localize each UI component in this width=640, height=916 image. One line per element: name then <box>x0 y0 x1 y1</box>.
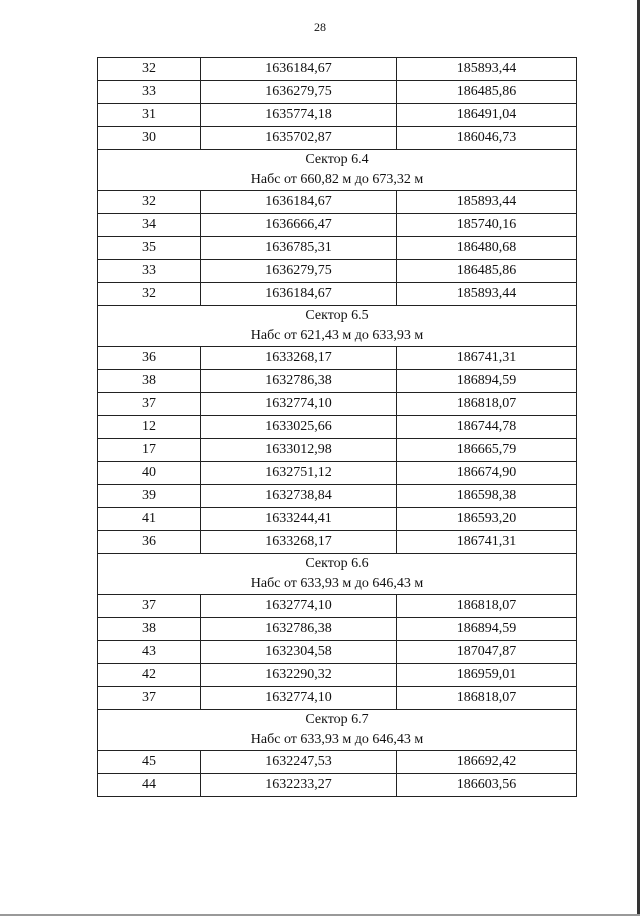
table-row <box>98 751 577 774</box>
sector-header <box>98 306 577 347</box>
sector-title: Сектор 6.4 <box>305 152 369 167</box>
y-coordinate-cell: 186692,42 <box>397 751 577 774</box>
x-coordinate-cell: 1636279,75 <box>201 260 397 283</box>
table-row <box>98 214 577 237</box>
sector-header-row <box>98 710 577 751</box>
x-coordinate-cell: 1636666,47 <box>201 214 397 237</box>
x-coordinate-cell: 1633012,98 <box>201 439 397 462</box>
point-number-cell: 38 <box>98 618 201 641</box>
point-number-cell: 32 <box>98 191 201 214</box>
x-coordinate-cell: 1633268,17 <box>201 347 397 370</box>
table-row <box>98 104 577 127</box>
y-coordinate-cell: 186741,31 <box>397 347 577 370</box>
y-coordinate-cell: 186485,86 <box>397 81 577 104</box>
point-number-cell: 32 <box>98 283 201 306</box>
point-number-cell: 45 <box>98 751 201 774</box>
table-row <box>98 595 577 618</box>
x-coordinate-cell: 1632304,58 <box>201 641 397 664</box>
y-coordinate-cell: 186598,38 <box>397 485 577 508</box>
point-number-cell: 35 <box>98 237 201 260</box>
x-coordinate-cell: 1632786,38 <box>201 370 397 393</box>
sector-title: Сектор 6.7 <box>305 712 369 727</box>
x-coordinate-cell: 1632774,10 <box>201 393 397 416</box>
y-coordinate-cell: 186959,01 <box>397 664 577 687</box>
y-coordinate-cell: 186485,86 <box>397 260 577 283</box>
table-row <box>98 462 577 485</box>
sector-elevation-range: Набс от 660,82 м до 673,32 м <box>250 172 424 187</box>
x-coordinate-cell: 1632786,38 <box>201 618 397 641</box>
y-coordinate-cell: 186744,78 <box>397 416 577 439</box>
y-coordinate-cell: 185740,16 <box>397 214 577 237</box>
point-number-cell: 42 <box>98 664 201 687</box>
x-coordinate-cell: 1633244,41 <box>201 508 397 531</box>
point-number-cell: 32 <box>98 58 201 81</box>
x-coordinate-cell: 1635702,87 <box>201 127 397 150</box>
y-coordinate-cell: 185893,44 <box>397 58 577 81</box>
point-number-cell: 30 <box>98 127 201 150</box>
point-number-cell: 31 <box>98 104 201 127</box>
point-number-cell: 36 <box>98 347 201 370</box>
y-coordinate-cell: 186741,31 <box>397 531 577 554</box>
sector-header <box>98 150 577 191</box>
y-coordinate-cell: 186665,79 <box>397 439 577 462</box>
table-row <box>98 347 577 370</box>
sector-title: Сектор 6.5 <box>305 308 369 323</box>
table-row <box>98 283 577 306</box>
point-number-cell: 43 <box>98 641 201 664</box>
x-coordinate-cell: 1636184,67 <box>201 191 397 214</box>
point-number-cell: 34 <box>98 214 201 237</box>
table-row <box>98 370 577 393</box>
point-number-cell: 37 <box>98 687 201 710</box>
table-row <box>98 416 577 439</box>
table-row <box>98 687 577 710</box>
y-coordinate-cell: 185893,44 <box>397 283 577 306</box>
sector-header-row <box>98 306 577 347</box>
point-number-cell: 37 <box>98 595 201 618</box>
x-coordinate-cell: 1632751,12 <box>201 462 397 485</box>
table-row <box>98 81 577 104</box>
point-number-cell: 33 <box>98 81 201 104</box>
x-coordinate-cell: 1632774,10 <box>201 687 397 710</box>
x-coordinate-cell: 1632774,10 <box>201 595 397 618</box>
x-coordinate-cell: 1633268,17 <box>201 531 397 554</box>
table-row <box>98 774 577 797</box>
table-row <box>98 641 577 664</box>
sector-elevation-range: Набс от 621,43 м до 633,93 м <box>250 328 424 343</box>
point-number-cell: 44 <box>98 774 201 797</box>
table-row <box>98 393 577 416</box>
x-coordinate-cell: 1635774,18 <box>201 104 397 127</box>
sector-title: Сектор 6.6 <box>305 556 369 571</box>
x-coordinate-cell: 1632247,53 <box>201 751 397 774</box>
x-coordinate-cell: 1636184,67 <box>201 58 397 81</box>
y-coordinate-cell: 186818,07 <box>397 393 577 416</box>
y-coordinate-cell: 187047,87 <box>397 641 577 664</box>
coordinates-table <box>97 57 577 797</box>
y-coordinate-cell: 186046,73 <box>397 127 577 150</box>
point-number-cell: 39 <box>98 485 201 508</box>
x-coordinate-cell: 1632738,84 <box>201 485 397 508</box>
sector-header <box>98 554 577 595</box>
x-coordinate-cell: 1632233,27 <box>201 774 397 797</box>
table-row <box>98 485 577 508</box>
table-row <box>98 127 577 150</box>
table-row <box>98 508 577 531</box>
sector-header-row <box>98 554 577 595</box>
table-row <box>98 237 577 260</box>
y-coordinate-cell: 186603,56 <box>397 774 577 797</box>
table-row <box>98 664 577 687</box>
table-row <box>98 58 577 81</box>
point-number-cell: 33 <box>98 260 201 283</box>
table-row <box>98 531 577 554</box>
y-coordinate-cell: 186491,04 <box>397 104 577 127</box>
sector-header <box>98 710 577 751</box>
point-number-cell: 41 <box>98 508 201 531</box>
sector-elevation-range: Набс от 633,93 м до 646,43 м <box>250 576 424 591</box>
point-number-cell: 36 <box>98 531 201 554</box>
y-coordinate-cell: 185893,44 <box>397 191 577 214</box>
y-coordinate-cell: 186593,20 <box>397 508 577 531</box>
point-number-cell: 17 <box>98 439 201 462</box>
x-coordinate-cell: 1636279,75 <box>201 81 397 104</box>
y-coordinate-cell: 186480,68 <box>397 237 577 260</box>
table-row <box>98 618 577 641</box>
y-coordinate-cell: 186674,90 <box>397 462 577 485</box>
sector-header-row <box>98 150 577 191</box>
x-coordinate-cell: 1632290,32 <box>201 664 397 687</box>
point-number-cell: 38 <box>98 370 201 393</box>
y-coordinate-cell: 186818,07 <box>397 687 577 710</box>
table-row <box>98 191 577 214</box>
x-coordinate-cell: 1636785,31 <box>201 237 397 260</box>
y-coordinate-cell: 186894,59 <box>397 370 577 393</box>
y-coordinate-cell: 186894,59 <box>397 618 577 641</box>
point-number-cell: 37 <box>98 393 201 416</box>
y-coordinate-cell: 186818,07 <box>397 595 577 618</box>
point-number-cell: 12 <box>98 416 201 439</box>
coordinates-table-body <box>98 58 577 797</box>
table-row <box>98 260 577 283</box>
x-coordinate-cell: 1636184,67 <box>201 283 397 306</box>
page-number: 28 <box>314 20 326 34</box>
point-number-cell: 40 <box>98 462 201 485</box>
sector-elevation-range: Набс от 633,93 м до 646,43 м <box>250 732 424 747</box>
table-row <box>98 439 577 462</box>
x-coordinate-cell: 1633025,66 <box>201 416 397 439</box>
